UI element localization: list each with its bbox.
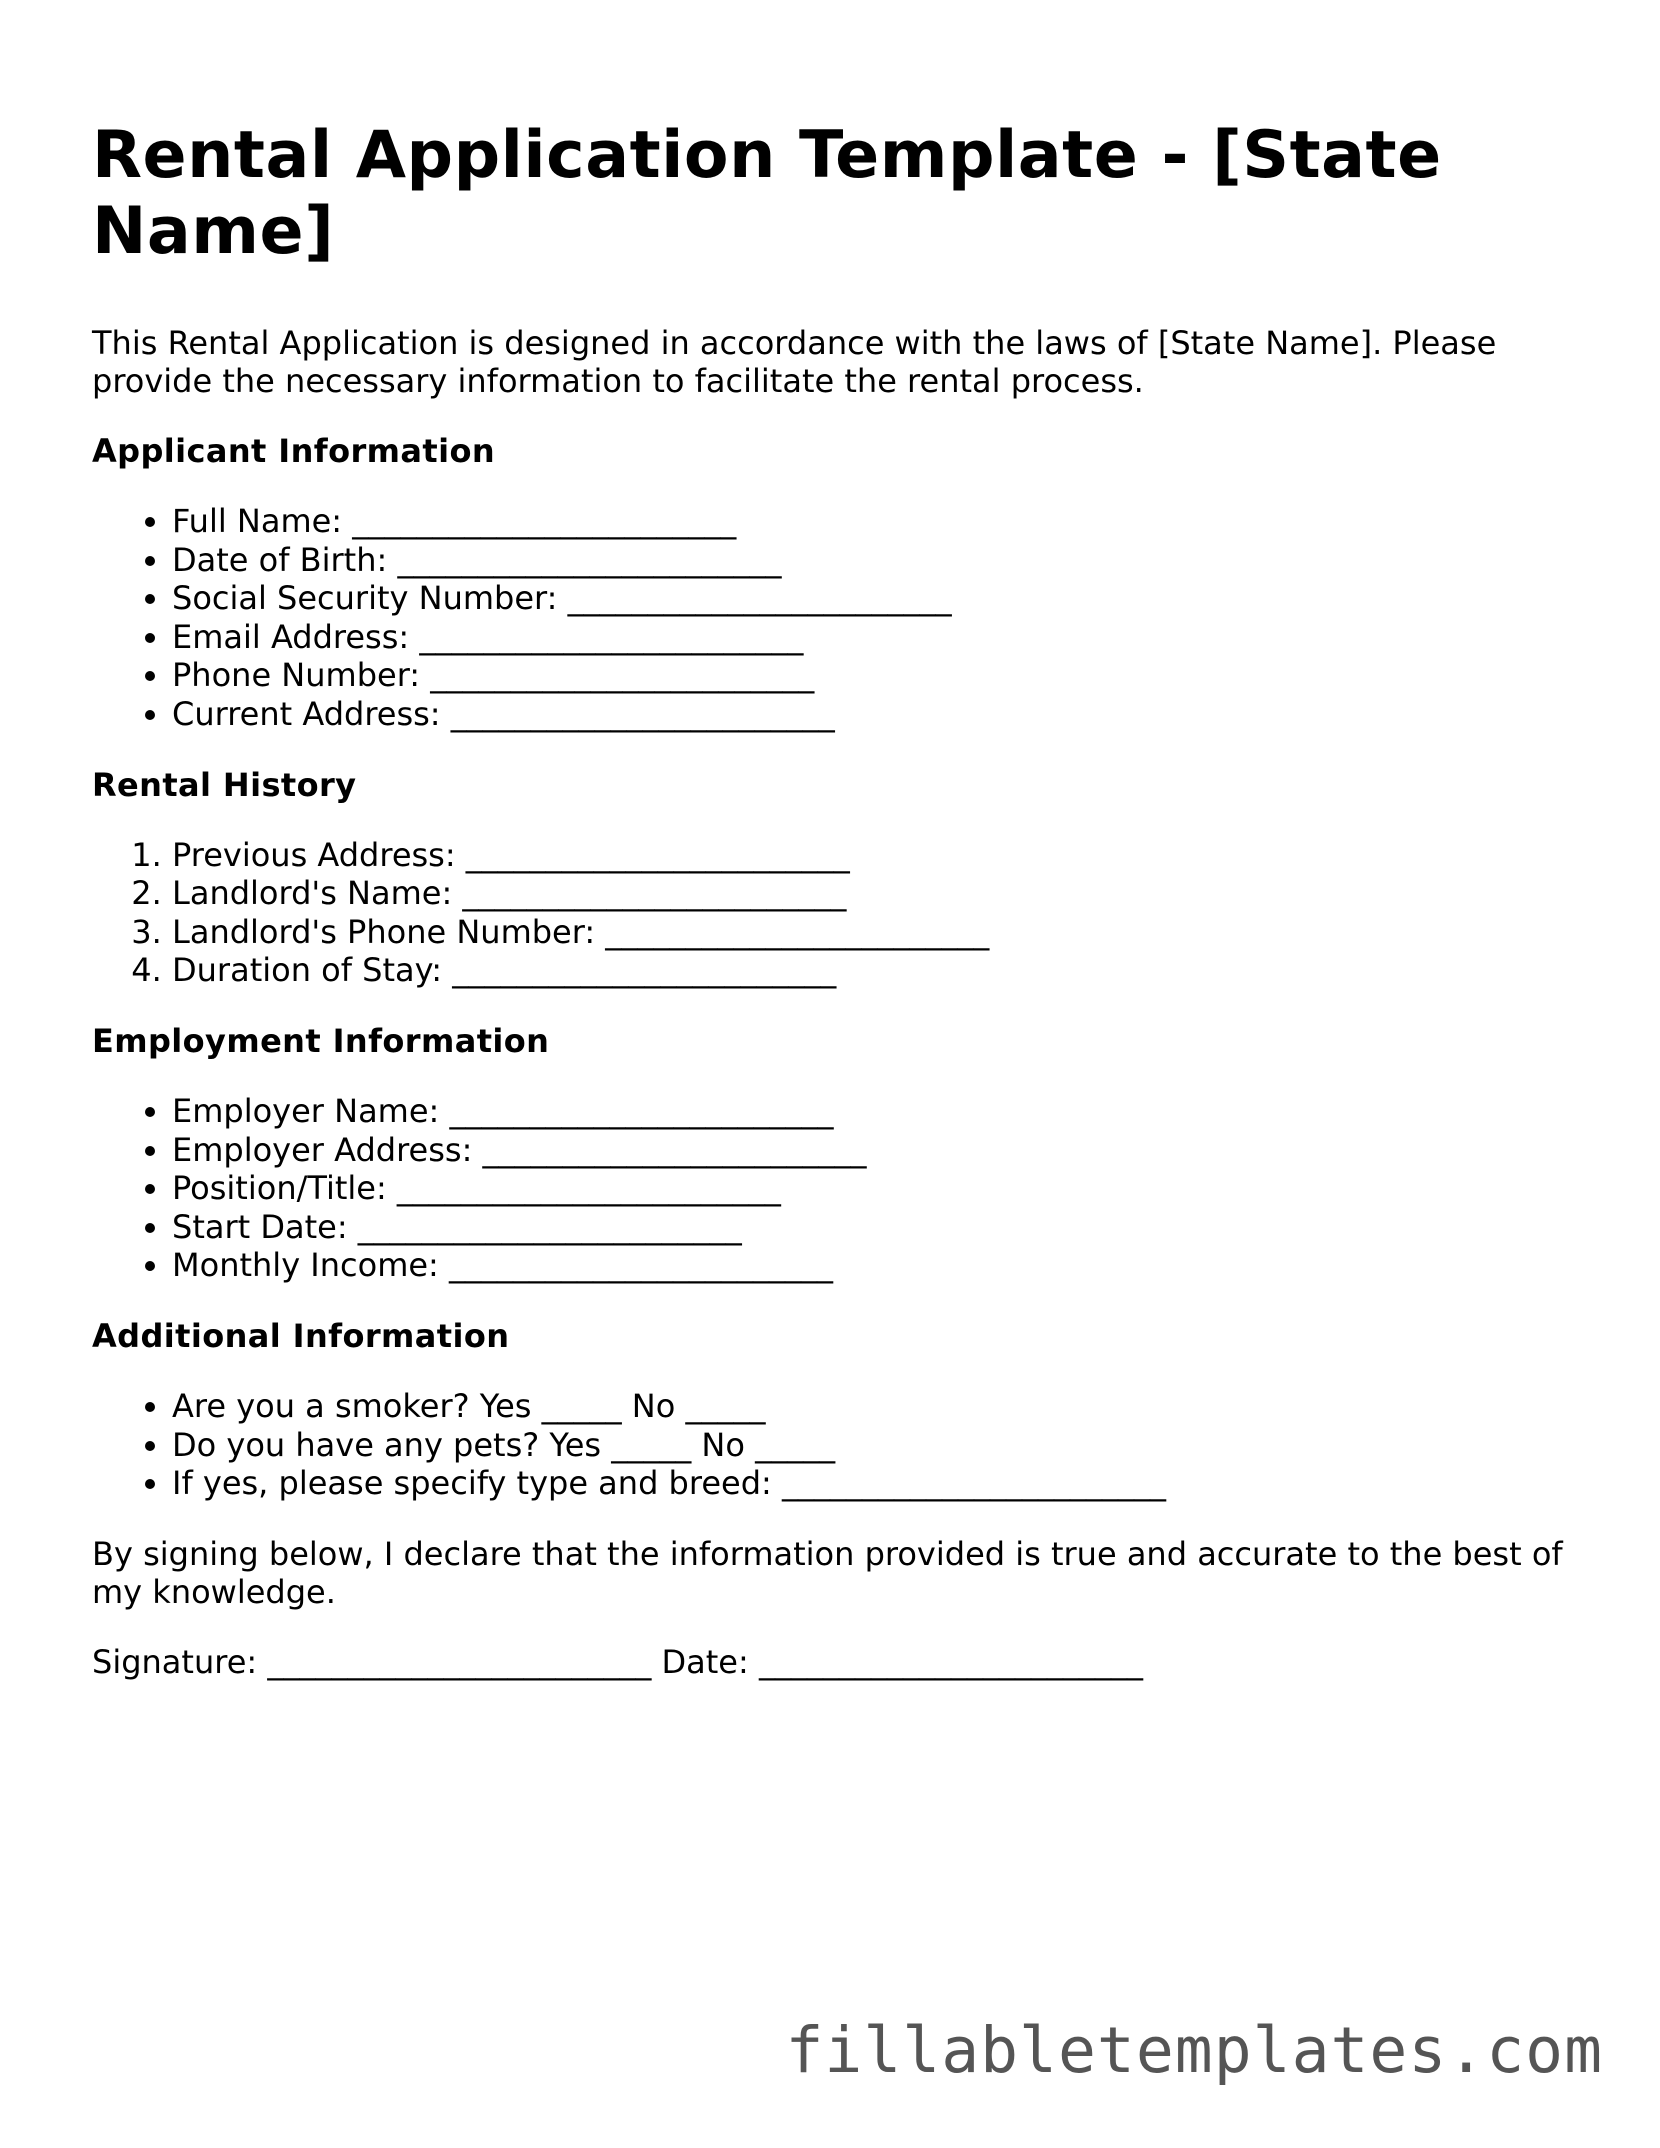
rental-history-list xyxy=(92,836,1572,990)
additional-information-heading: Additional Information xyxy=(92,1316,510,1355)
signature-date-field[interactable]: Signature: ________________________ Date: ________________________ xyxy=(92,1642,1143,1681)
pet-type-breed-field[interactable]: • If yes, please specify type and breed: ________________________ xyxy=(172,1464,1572,1503)
pets-field[interactable]: • Do you have any pets? Yes _____ No _____ xyxy=(172,1426,1572,1465)
applicant-information-heading: Applicant Information xyxy=(92,432,496,470)
phone-number-field[interactable]: • Phone Number: ________________________ xyxy=(172,656,1572,695)
watermark-text: fillabletemplates.com xyxy=(785,2014,1603,2087)
employment-information-list xyxy=(92,1092,1572,1285)
intro-paragraph: This Rental Application is designed in accordance with the laws of [State Name]. Please provide the necessary information to facilitate the rental process. xyxy=(92,324,1497,400)
start-date-field[interactable]: • Start Date: ________________________ xyxy=(172,1208,1572,1247)
monthly-income-field[interactable]: • Monthly Income: ________________________ xyxy=(172,1246,1572,1285)
additional-information-list xyxy=(92,1387,1572,1503)
declaration-paragraph: By signing below, I declare that the information provided is true and accurate to the best of my knowledge. xyxy=(92,1534,1563,1611)
smoker-field[interactable]: • Are you a smoker? Yes _____ No _____ xyxy=(172,1387,1572,1426)
document-page xyxy=(92,118,1572,1681)
landlord-name-field[interactable]: 2. Landlord's Name: ________________________ xyxy=(172,874,1572,913)
current-address-field[interactable]: • Current Address: ________________________ xyxy=(172,695,1572,734)
duration-of-stay-field[interactable]: 4. Duration of Stay: ________________________ xyxy=(172,951,1572,990)
full-name-field[interactable]: • Full Name: ________________________ xyxy=(172,502,1572,541)
landlord-phone-field[interactable]: 3. Landlord's Phone Number: ________________________ xyxy=(172,913,1572,952)
employment-information-heading: Employment Information xyxy=(92,1021,550,1060)
email-address-field[interactable]: • Email Address: ________________________ xyxy=(172,618,1572,657)
applicant-information-list xyxy=(92,502,1572,734)
employer-address-field[interactable]: • Employer Address: ________________________ xyxy=(172,1131,1572,1170)
position-title-field[interactable]: • Position/Title: ________________________ xyxy=(172,1169,1572,1208)
previous-address-field[interactable]: 1. Previous Address: ________________________ xyxy=(172,836,1572,875)
rental-history-heading: Rental History xyxy=(92,765,357,804)
ssn-field[interactable]: • Social Security Number: ________________________ xyxy=(172,579,1572,618)
document-title: Rental Application Template - [State Name] xyxy=(92,118,1442,269)
employer-name-field[interactable]: • Employer Name: ________________________ xyxy=(172,1092,1572,1131)
date-of-birth-field[interactable]: • Date of Birth: ________________________ xyxy=(172,541,1572,580)
